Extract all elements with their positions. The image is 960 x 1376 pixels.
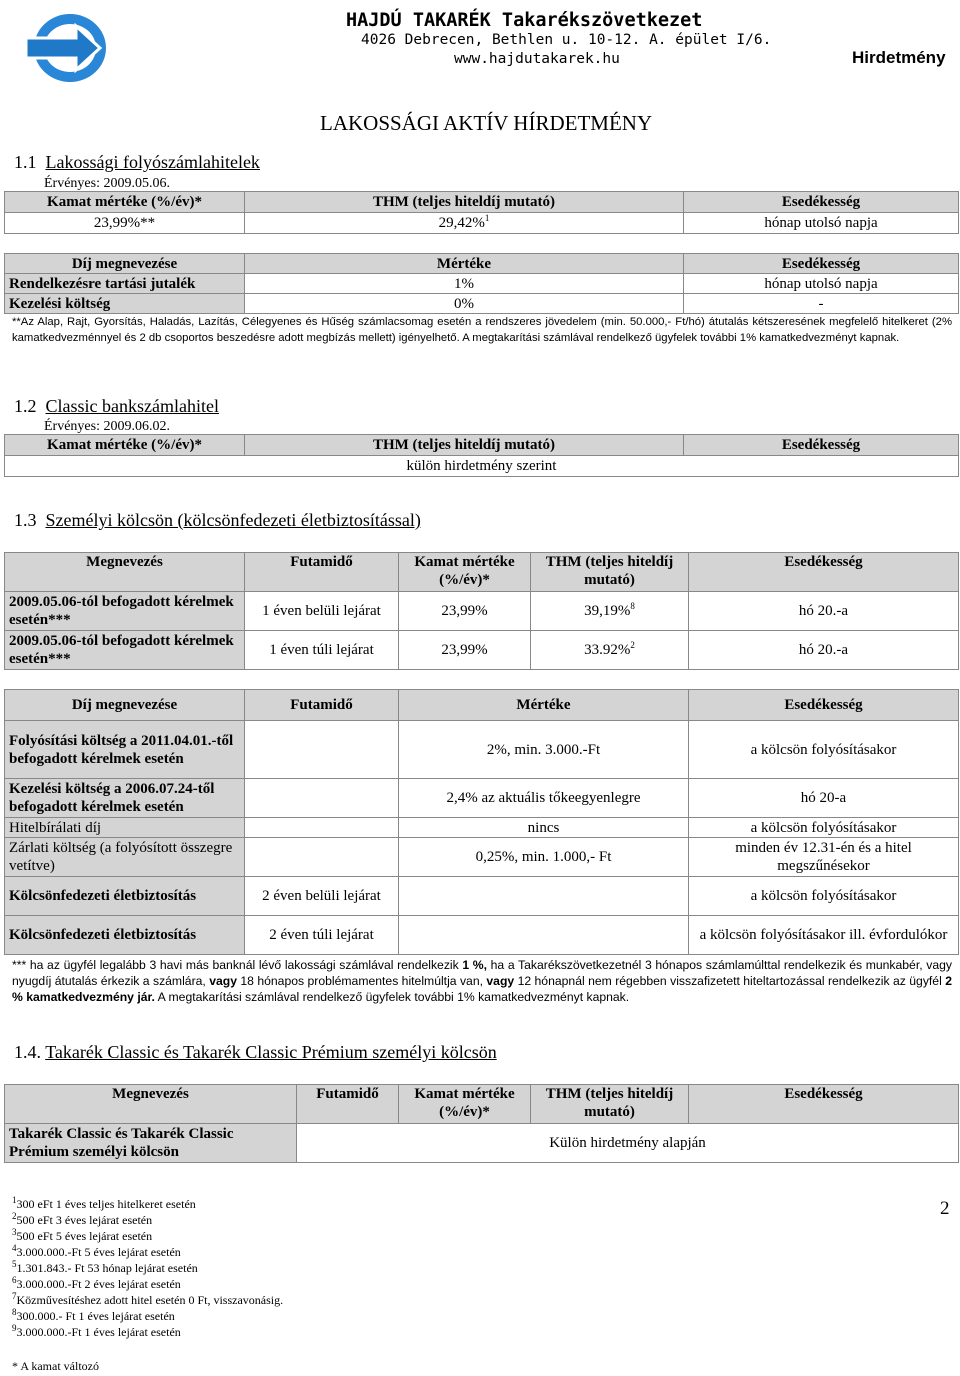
footnote: $^1$300 eFt 1 éves teljes hitelkeret esetén [12,1195,196,1211]
col-header: THM (teljes hiteldíj mutató) [531,553,689,592]
fee-name: Rendelkezésre tartási jutalék [5,274,245,294]
fee-term: 2 éven belüli lejárat [245,877,399,916]
col-header: THM (teljes hiteldíj mutató) [531,1085,689,1124]
footnote: $^8$300.000.- Ft 1 éves lejárat esetén [12,1307,175,1323]
section-number: 1.2 [14,396,37,416]
section-1-4-title [14,1042,497,1063]
col-header: Megnevezés [5,553,245,592]
loan-rate: 23,99% [399,592,531,631]
fee-due: hó 20-a [689,779,959,818]
section-number: 1.3 [14,510,37,530]
col-header: Futamidő [245,553,399,592]
page-title: LAKOSSÁGI AKTÍV HÍRDETMÉNY [320,111,653,135]
s12-value: külön hirdetmény szerint [5,456,959,477]
fee-term: 2 éven túli lejárat [245,916,399,955]
fee-value: 0% [245,294,684,314]
fee-value [399,916,689,955]
loan-thm: 39,19%$^8$ [531,592,689,631]
s11-rate-table [4,191,959,234]
col-header: Mértéke [245,254,684,274]
fee-due: a kölcsön folyósításakor [689,877,959,916]
fee-due: hónap utolsó napja [684,274,959,294]
org-name: HAJDÚ TAKARÉK Takarékszövetkezet [346,10,703,31]
col-header: Esedékesség [689,1085,959,1124]
fee-name: Folyósítási költség a 2011.04.01.-től befogadott kérelmek esetén [5,721,245,779]
col-header: Esedékesség [689,690,959,721]
rate-cell: 23,99%** [5,213,245,234]
org-website[interactable]: www.hajdutakarek.hu [454,51,620,67]
col-header: Futamidő [297,1085,399,1124]
loan-name: 2009.05.06-tól befogadott kérelmek esetén*** [5,592,245,631]
fee-due: a kölcsön folyósításakor ill. évfordulókor [689,916,959,955]
fee-name: Zárlati költség (a folyósított összegre vetítve) [5,838,245,877]
logo [18,8,114,86]
col-header: Kamat mértéke (%/év)* [399,553,531,592]
fee-value: 2,4% az aktuális tőkeegyenlegre [399,779,689,818]
loan-value: Külön hirdetmény alapján [297,1124,959,1163]
col-header: Esedékesség [684,435,959,456]
fee-due: a kölcsön folyósításakor [689,818,959,838]
s11-fee-table [4,253,959,314]
section-1-1-title [14,152,260,173]
s11-footnote: **Az Alap, Rajt, Gyorsítás, Haladás, Lazítás, Célegyenes és Hűség számlacsomag esetén a rendszeres jövedelem (min. 50.000,- Ft/hó) átutalás kétszeresének megfelelő hitelkeret (2% kamatkedvezménnyel és 2 db csoportos beszedésre adott megbízás mellett) igényelhető. A megtakarítási számlával rendelkező ügyfelek további 1% kamatkedvezményt kapnak. [12,316,952,344]
section-1-3-title [14,510,421,531]
section-heading: Személyi kölcsön (kölcsönfedezeti életbiztosítással) [45,510,421,530]
footer-note: * A kamat változó [12,1359,99,1373]
section-number: 1.1 [14,152,37,172]
footnote: $^9$3.000.000.-Ft 1 éves lejárat esetén [12,1323,181,1339]
s14-table [4,1084,959,1163]
col-header: Díj megnevezése [5,254,245,274]
section-1-2-title [14,396,219,417]
loan-thm: 33.92%$^2$ [531,631,689,670]
col-header: Kamat mértéke (%/év)* [399,1085,531,1124]
loan-name: Takarék Classic és Takarék Classic Prémium személyi kölcsön [5,1124,297,1163]
footnote: $^5$1.301.843.- Ft 53 hónap lejárat esetén [12,1259,198,1275]
s13-fee-table [4,689,959,955]
loan-term: 1 éven túli lejárat [245,631,399,670]
col-header: Kamat mértéke (%/év)* [5,435,245,456]
page-number: 2 [940,1198,950,1219]
fee-term [245,779,399,818]
fee-name: Kezelési költség [5,294,245,314]
fee-term [245,838,399,877]
col-header: Esedékesség [689,553,959,592]
fee-due: a kölcsön folyósításakor [689,721,959,779]
validity-date: Érvényes: 2009.05.06. [44,176,170,191]
validity-date: Érvényes: 2009.06.02. [44,419,170,434]
loan-due: hó 20.-a [689,592,959,631]
s12-table [4,434,959,477]
footnote: $^7$Közművesítéshez adott hitel esetén 0 Ft, visszavonásig. [12,1291,284,1307]
fee-value [399,877,689,916]
s13-footnote: *** ha az ügyfél legalább 3 havi más banknál lévő lakossági számlával rendelkezik 1 %, ha a Takarékszövetkezetnél 3 hónapos számlamúlttal rendelkezik és munkabér, vagy nyugdíj átutalás érkezik a számlára, vagy 18 hónapos problémamentes hitelmúltja van, vagy 12 hónapnál nem régebben visszafizetett hiteltartozással rendelkezik az ügyfél 2 % kamatkedvezmény jár. A megtakarítási számlával rendelkező ügyfelek további 1% kamatkedvezményt kapnak. [12,958,952,1004]
fee-name: Kölcsönfedezeti életbiztosítás [5,916,245,955]
col-header: Megnevezés [5,1085,297,1124]
loan-rate: 23,99% [399,631,531,670]
loan-name: 2009.05.06-tól befogadott kérelmek esetén*** [5,631,245,670]
col-header: THM (teljes hiteldíj mutató) [245,192,684,213]
footnote-list [12,1196,283,1340]
due-cell: hónap utolsó napja [684,213,959,234]
loan-due: hó 20.-a [689,631,959,670]
section-number: 1.4. [14,1042,41,1062]
fee-due: minden év 12.31-én és a hitel megszűnésekor [689,838,959,877]
fee-term [245,721,399,779]
col-header: Kamat mértéke (%/év)* [5,192,245,213]
footnote: $^2$500 eFt 3 éves lejárat esetén [12,1211,153,1227]
fee-value: nincs [399,818,689,838]
col-header: Mértéke [399,690,689,721]
fee-value: 1% [245,274,684,294]
loan-term: 1 éven belüli lejárat [245,592,399,631]
fee-value: 2%, min. 3.000.-Ft [399,721,689,779]
fee-name: Hitelbírálati díj [5,818,245,838]
thm-cell: 29,42%$^1$ [245,213,684,234]
fee-name: Kezelési költség a 2006.07.24-től befogadott kérelmek esetén [5,779,245,818]
s13-rate-table [4,552,959,670]
footnote: $^6$3.000.000.-Ft 2 éves lejárat esetén [12,1275,181,1291]
section-heading: Lakossági folyószámlahitelek [45,152,260,172]
section-heading: Takarék Classic és Takarék Classic Prémium személyi kölcsön [45,1042,497,1062]
col-header: Futamidő [245,690,399,721]
fee-value: 0,25%, min. 1.000,- Ft [399,838,689,877]
org-address: 4026 Debrecen, Bethlen u. 10-12. A. épület I/6. [361,32,772,48]
footnote: $^4$3.000.000.-Ft 5 éves lejárat esetén [12,1243,181,1259]
section-heading: Classic bankszámlahitel [45,396,219,416]
col-header: THM (teljes hiteldíj mutató) [245,435,684,456]
col-header: Díj megnevezése [5,690,245,721]
doc-type: Hirdetmény [852,48,946,67]
col-header: Esedékesség [684,192,959,213]
fee-due: - [684,294,959,314]
fee-term [245,818,399,838]
fee-name: Kölcsönfedezeti életbiztosítás [5,877,245,916]
footnote: $^3$500 eFt 5 éves lejárat esetén [12,1227,153,1243]
col-header: Esedékesség [684,254,959,274]
